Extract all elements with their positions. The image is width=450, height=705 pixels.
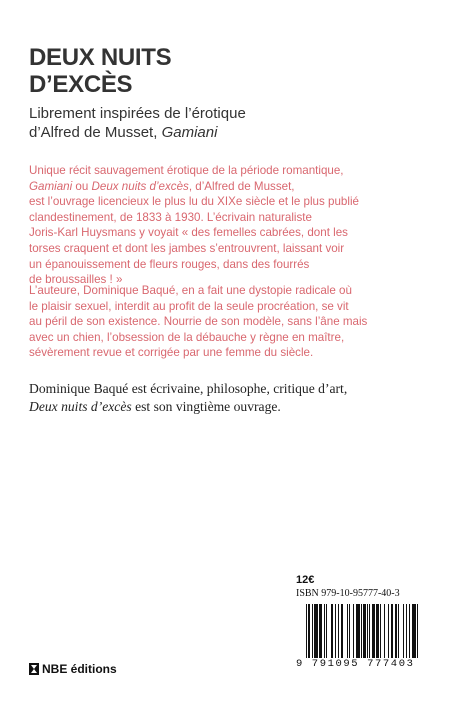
subtitle-line-2 [29,123,246,142]
blurb1-italic: Deux nuits d’excès [91,179,189,193]
blurb1-italic: Gamiani [29,179,73,193]
blurb2-line: avec un chien, l’obsession de la débauche y règne en maître, [29,330,345,344]
book-subtitle [29,104,246,142]
publisher-name: NBE éditions [42,662,117,676]
blurb1-text: , d’Alfred de Musset, [188,179,295,193]
subtitle-italic: Gamiani [161,124,218,141]
title-line-2: D’EXCÈS [29,71,133,98]
barcode-digits: 9 791095 777403 [296,658,415,670]
blurb2-line: sévèrement revue et corrigée par une femme du siècle. [29,346,314,360]
publisher-logo [29,662,117,676]
blurb-paragraph-2 [29,283,429,361]
subtitle-prefix: d’Alfred de Musset, [29,124,162,141]
blurb2-line: le plaisir sexuel, interdit au profit de la seule procréation, se vit [29,299,349,313]
blurb1-text: ou [72,179,92,193]
nbe-logo-icon [29,663,39,675]
blurb1-line: Joris-Karl Huysmans y voyait « des femelles cabrées, dont les [29,226,348,240]
blurb1-line [29,179,429,195]
isbn-label: ISBN 979-10-95777-40-3 [296,588,400,599]
price-label: 12€ [296,574,315,586]
bio-line-1: Dominique Baqué est écrivaine, philosophe, critique d’art, [29,381,348,396]
blurb1-line: de broussailles ! » [29,273,123,287]
blurb2-line: au péril de son existence. Nourrie de son modèle, sans l’âne mais [29,315,368,329]
title-line-1: DEUX NUITS [29,44,172,71]
author-bio [29,380,347,416]
blurb1-line: Unique récit sauvagement érotique de la période romantique, [29,164,344,177]
barcode [296,604,426,668]
blurb2-line: L’auteure, Dominique Baqué, en a fait une dystopie radicale où [29,284,352,297]
book-title [29,44,171,98]
bio-line-2 [29,398,347,416]
blurb-paragraph-1 [29,163,429,288]
barcode-bars [306,604,420,658]
blurb1-line: torses craquent et dont les jambes s’entrouvrent, laissant voir [29,241,345,255]
bio-italic-title: Deux nuits d’excès [29,399,132,414]
blurb1-line: un épanouissement de fleurs rouges, dans des fourrés [29,257,310,271]
barcode-bar [418,604,419,658]
blurb1-line: est l’ouvrage licencieux le plus lu du XIXe siècle et le plus publié [29,195,359,209]
blurb1-line: clandestinement, de 1833 à 1930. L’écrivain naturaliste [29,210,312,224]
subtitle-line-1: Librement inspirées de l’érotique [29,105,246,122]
bio-rest: est son vingtième ouvrage. [131,399,281,414]
